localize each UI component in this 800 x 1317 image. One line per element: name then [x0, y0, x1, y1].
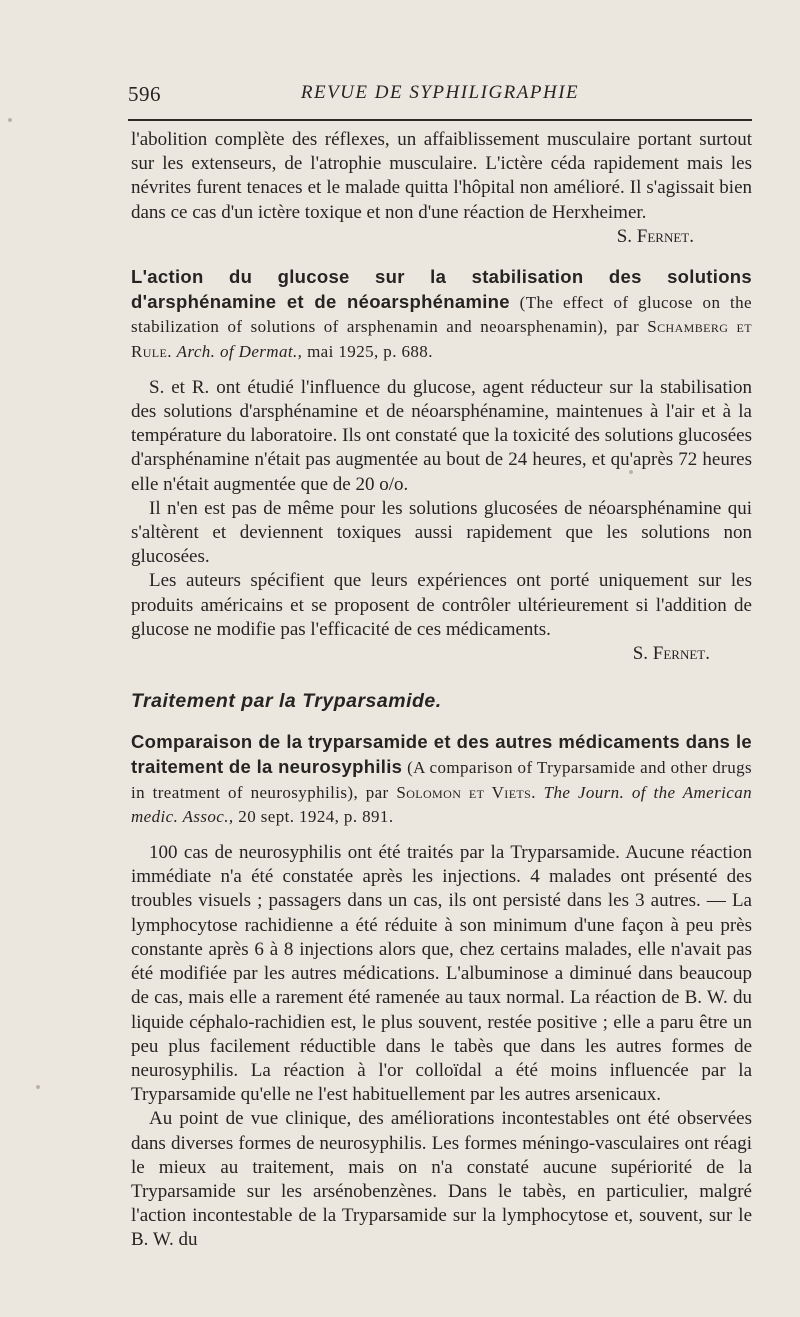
signature: S. Fernet. — [632, 643, 710, 665]
signature: S. Fernet. — [616, 225, 694, 247]
body-paragraph: Les auteurs spécifient que leurs expériences ont porté uniquement sur les produits américains et se proposent de contrôler ultérieurement si l'addition de glucose ne modifie pas l'efficacité de ces médicaments. — [131, 570, 752, 640]
abstract-tryparsamide — [131, 730, 752, 1252]
abstract-reference: (The effect of glucose on the stabilization of solutions of arsphenamin and neoarsphenamin), par — [131, 293, 753, 337]
abstract-heading — [131, 265, 752, 364]
abstract-reference: (A comparison of Tryparsamide and other drugs in treatment of neurosyphilis), par — [131, 758, 753, 802]
abstract-title: L'action du glucose sur la stabilisation des solutions d'arsphénamine et de néoarsphénamine — [131, 266, 752, 313]
header-rule — [128, 119, 752, 121]
abstract-details: mai 1925, p. 688. — [307, 341, 433, 361]
continuation-paragraph: l'abolition complète des réflexes, un affaiblissement musculaire portant surtout sur les extenseurs, de l'atrophie musculaire. L'ictère céda rapidement mais les névrites furent tenaces et le malade quitta l'hôpital non amélioré. Il s'agissait bien dans ce cas d'un ictère toxique et non d'une réaction de Herxheimer. S. Fernet. — [131, 128, 752, 225]
page-header — [128, 82, 752, 112]
abstract-journal: Arch. of Dermat., — [176, 341, 303, 361]
abstract-heading — [131, 730, 752, 829]
paper-speck — [629, 470, 633, 474]
page-body — [131, 128, 752, 1253]
abstract-glucose — [131, 265, 752, 666]
section-title: Traitement par la Tryparsamide. — [131, 690, 442, 713]
abstract-details: 20 sept. 1924, p. 891. — [238, 806, 394, 826]
abstract-authors: Solomon et Viets. — [396, 782, 536, 802]
body-paragraph: S. et R. ont étudié l'influence du glucose, agent réducteur sur la stabilisation des solutions d'arsphénamine et de néoarsphénamine, maintenues à l'air et à la température du laboratoire. Ils ont constaté que la toxicité des solutions glucosées d'arsphénamine n'était pas augmentée au bout de 24 heures, et qu'après 72 heures elle n'était augmentée que de 20 o/o. — [131, 376, 752, 495]
article-continuation — [131, 128, 752, 249]
running-title: REVUE DE SYPHILIGRAPHIE — [300, 82, 580, 103]
page-number: 596 — [128, 82, 161, 106]
paper-speck — [36, 1085, 40, 1089]
body-paragraph: Il n'en est pas de même pour les solutions glucosées de néoarsphénamine qui s'altèrent et deviennent toxiques aussi rapidement que les solutions non glucosées. — [131, 497, 752, 568]
body-paragraph: 100 cas de neurosyphilis ont été traités par la Tryparsamide. Aucune réaction immédiate n'a été constatée après les injections. 4 malades ont présenté des troubles visuels ; passagers dans un cas, ils ont persisté dans les 3 autres. — La lymphocytose rachidienne a été réduite à son minimum d'une façon à peu près constante après 6 à 8 injections alors que, chez certains malades, elle n'avait pas été modifiée par les autres médications. L'albuminose a diminué dans beaucoup de cas, mais elle a rarement été ramenée au taux normal. La réaction de B. W. du liquide céphalo-rachidien est, le plus souvent, restée positive ; elle a paru être un peu plus facilement réductible dans le tabès que dans les autres formes de neurosyphilis. La réaction à l'or colloïdal a été moins influencée par la Tryparsamide qu'elle ne l'est habituellement par les autres arsenicaux. — [131, 842, 752, 1106]
abstract-authors: Schamberg et Rule. — [131, 317, 752, 361]
abstract-journal: The Journ. of the American medic. Assoc., — [131, 782, 753, 826]
paper-speck — [8, 118, 12, 122]
abstract-title: Comparaison de la tryparsamide et des autres médicaments dans le traitement de la neurosyphilis — [131, 731, 752, 778]
body-paragraph: Au point de vue clinique, des améliorations incontestables ont été observées dans diverses formes de neurosyphilis. Les formes méningo-vasculaires ont réagi le mieux au traitement, mais on n'a constaté aucune supériorité de la Tryparsamide sur les arsénobenzènes. Dans le tabès, en particulier, malgré l'action incontestable de la Tryparsamide sur la lymphocytose et, souvent, sur le B. W. du — [131, 1108, 752, 1251]
